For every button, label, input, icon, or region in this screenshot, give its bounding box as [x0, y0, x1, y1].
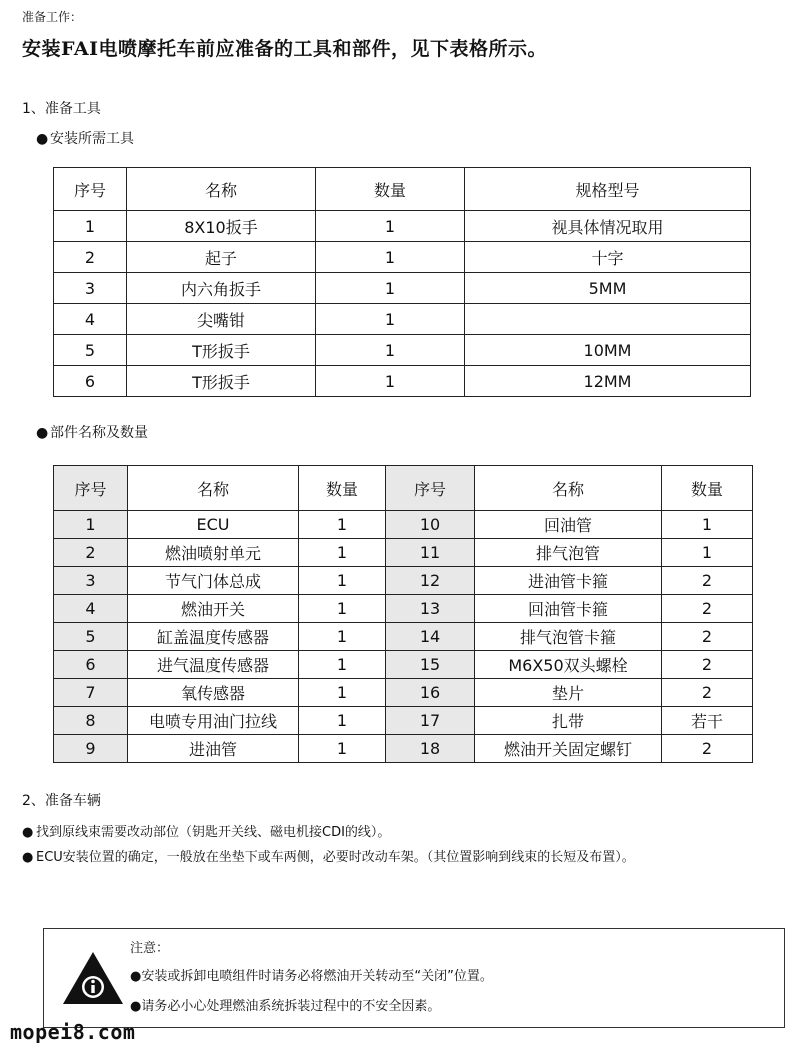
table-cell: 2: [662, 679, 753, 707]
table-cell: 尖嘴钳: [127, 304, 316, 335]
table-cell: 8X10扳手: [127, 211, 316, 242]
table-cell: 13: [386, 595, 475, 623]
table-cell: 起子: [127, 242, 316, 273]
tools-header-cell: 序号: [54, 168, 127, 211]
bullet-dot-icon: ●: [22, 850, 34, 865]
table-cell: 6: [54, 651, 128, 679]
table-cell: 垫片: [475, 679, 662, 707]
table-cell: 扎带: [475, 707, 662, 735]
bullet-dot-icon: ●: [22, 825, 34, 840]
table-cell: ECU: [128, 511, 299, 539]
table-row: [54, 511, 753, 539]
parts-header-cell: 序号: [386, 466, 475, 511]
table-cell: 1: [316, 304, 465, 335]
table-cell: 1: [316, 273, 465, 304]
table-row: [54, 242, 751, 273]
table-cell: 12: [386, 567, 475, 595]
table-cell: 1: [316, 242, 465, 273]
table-row: [54, 623, 753, 651]
table-cell: 8: [54, 707, 128, 735]
vehicle-bullet-2: [22, 846, 635, 865]
table-row: [54, 211, 751, 242]
table-cell: 燃油开关: [128, 595, 299, 623]
table-row: [54, 735, 753, 763]
table-cell: 10MM: [465, 335, 751, 366]
notice-line: ●安装或拆卸电喷组件时请务必将燃油开关转动至“关闭”位置。: [130, 969, 493, 984]
table-cell: 5MM: [465, 273, 751, 304]
table-cell: 1: [299, 539, 386, 567]
tools-header-cell: 数量: [316, 168, 465, 211]
table-cell: 1: [299, 707, 386, 735]
table-cell: 节气门体总成: [128, 567, 299, 595]
table-cell: 1: [54, 511, 128, 539]
table-cell: 排气泡管卡箍: [475, 623, 662, 651]
bullet-tools: [36, 128, 134, 148]
table-cell: 1: [299, 679, 386, 707]
table-cell: 1: [299, 595, 386, 623]
table-row: [54, 539, 753, 567]
table-cell: 若干: [662, 707, 753, 735]
parts-header-cell: 名称: [128, 466, 299, 511]
parts-table: [53, 465, 753, 763]
table-row: [54, 366, 751, 397]
vehicle-bullet-text: 找到原线束需要改动部位（钥匙开关线、磁电机接CDI的线）。: [36, 825, 391, 840]
bullet-tools-text: 安装所需工具: [50, 131, 134, 147]
table-cell: 17: [386, 707, 475, 735]
table-cell: 缸盖温度传感器: [128, 623, 299, 651]
table-cell: 18: [386, 735, 475, 763]
table-cell: 燃油开关固定螺钉: [475, 735, 662, 763]
table-row: [54, 273, 751, 304]
table-cell: 进油管卡箍: [475, 567, 662, 595]
warning-info-icon: [61, 950, 125, 1010]
vehicle-bullet-text: ECU安装位置的确定，一般放在坐垫下或车两侧，必要时改动车架。（其位置影响到线束的长短及布置）。: [36, 850, 635, 865]
tools-header-row: [54, 168, 751, 211]
table-cell: T形扳手: [127, 366, 316, 397]
table-cell: 5: [54, 335, 127, 366]
table-cell: 1: [316, 211, 465, 242]
table-cell: 1: [316, 335, 465, 366]
tools-header-cell: 名称: [127, 168, 316, 211]
table-cell: 2: [662, 623, 753, 651]
bullet-dot-icon: ●: [36, 425, 49, 441]
table-cell: 内六角扳手: [127, 273, 316, 304]
bullet-parts-text: 部件名称及数量: [50, 425, 148, 441]
parts-header-cell: 数量: [662, 466, 753, 511]
table-row: [54, 335, 751, 366]
table-cell: 2: [662, 735, 753, 763]
table-cell: 进气温度传感器: [128, 651, 299, 679]
table-cell: 2: [662, 595, 753, 623]
parts-header-cell: 数量: [299, 466, 386, 511]
table-cell: 11: [386, 539, 475, 567]
table-cell: M6X50双头螺栓: [475, 651, 662, 679]
section-2-heading: 2、准备车辆: [22, 793, 101, 809]
bullet-parts: [36, 422, 148, 442]
table-cell: 电喷专用油门拉线: [128, 707, 299, 735]
vehicle-bullet-1: [22, 821, 390, 840]
table-cell: 1: [299, 567, 386, 595]
table-cell: [465, 304, 751, 335]
tools-table: [53, 167, 751, 397]
table-cell: 1: [662, 539, 753, 567]
table-row: [54, 651, 753, 679]
table-cell: 进油管: [128, 735, 299, 763]
bullet-dot-icon: ●: [36, 131, 49, 147]
table-row: [54, 595, 753, 623]
table-cell: 4: [54, 595, 128, 623]
table-cell: 2: [54, 539, 128, 567]
notice-line: ●请务必小心处理燃油系统拆装过程中的不安全因素。: [130, 999, 441, 1014]
table-cell: 1: [316, 366, 465, 397]
table-cell: 燃油喷射单元: [128, 539, 299, 567]
table-row: [54, 567, 753, 595]
table-cell: 6: [54, 366, 127, 397]
page-title: 安装FAI电喷摩托车前应准备的工具和部件，见下表格所示。: [22, 38, 548, 60]
table-cell: 16: [386, 679, 475, 707]
table-cell: 4: [54, 304, 127, 335]
table-cell: 排气泡管: [475, 539, 662, 567]
prep-label: 准备工作：: [22, 10, 83, 24]
table-cell: 1: [299, 511, 386, 539]
table-cell: 2: [662, 651, 753, 679]
notice-title: 注意：: [130, 941, 170, 956]
table-cell: 1: [299, 651, 386, 679]
table-cell: 1: [299, 623, 386, 651]
table-cell: 14: [386, 623, 475, 651]
table-row: [54, 304, 751, 335]
table-cell: 1: [54, 211, 127, 242]
section-1-heading: 1、准备工具: [22, 101, 101, 117]
table-cell: 5: [54, 623, 128, 651]
tools-header-cell: 规格型号: [465, 168, 751, 211]
table-cell: 2: [54, 242, 127, 273]
table-cell: 3: [54, 273, 127, 304]
table-cell: 视具体情况取用: [465, 211, 751, 242]
parts-header-cell: 名称: [475, 466, 662, 511]
parts-header-cell: 序号: [54, 466, 128, 511]
site-watermark: mopei8.com: [10, 1020, 136, 1044]
table-row: [54, 679, 753, 707]
table-cell: 氧传感器: [128, 679, 299, 707]
parts-header-row: [54, 466, 753, 511]
table-cell: 9: [54, 735, 128, 763]
table-cell: 7: [54, 679, 128, 707]
table-cell: 12MM: [465, 366, 751, 397]
table-cell: 10: [386, 511, 475, 539]
table-cell: 回油管卡箍: [475, 595, 662, 623]
table-cell: 十字: [465, 242, 751, 273]
table-cell: 回油管: [475, 511, 662, 539]
table-cell: 1: [662, 511, 753, 539]
table-cell: 3: [54, 567, 128, 595]
table-cell: 2: [662, 567, 753, 595]
table-cell: 1: [299, 735, 386, 763]
table-cell: 15: [386, 651, 475, 679]
table-cell: T形扳手: [127, 335, 316, 366]
table-row: [54, 707, 753, 735]
